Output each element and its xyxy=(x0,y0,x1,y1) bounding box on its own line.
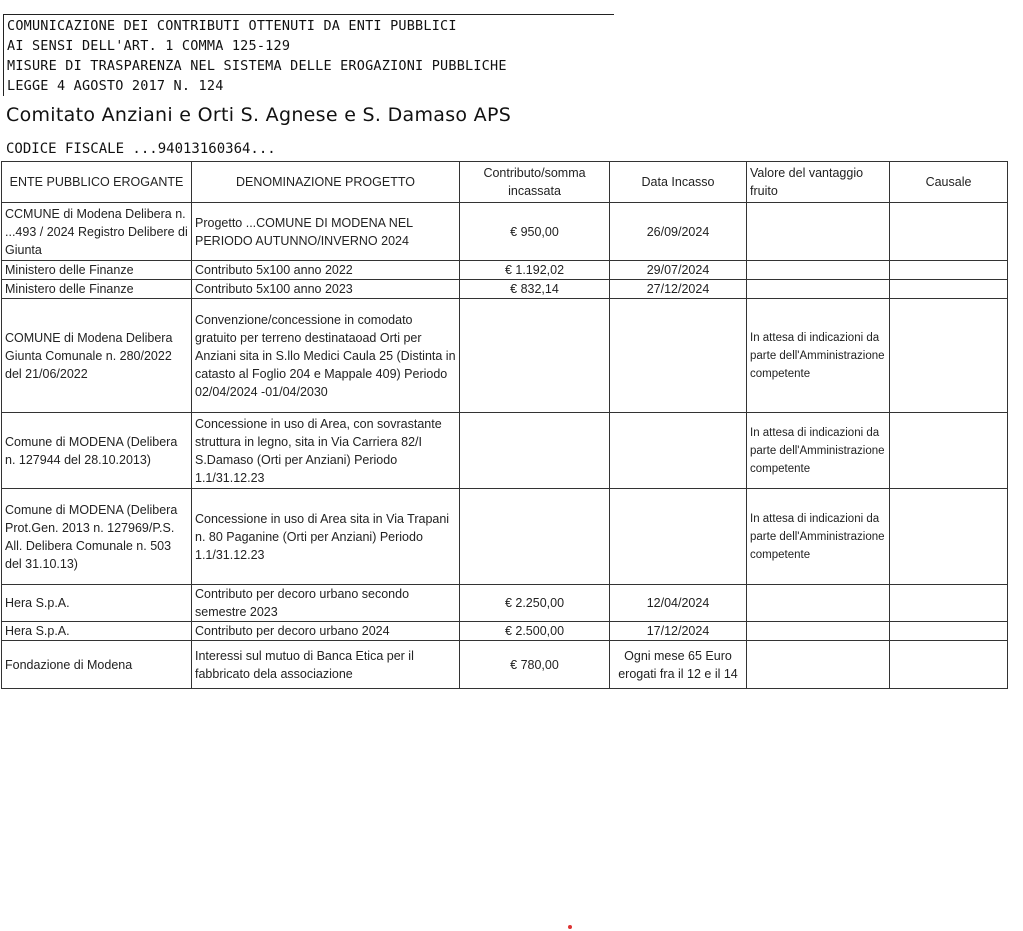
data-cell: 12/04/2024 xyxy=(610,585,747,622)
causale-cell xyxy=(890,585,1008,622)
data-cell: 29/07/2024 xyxy=(610,261,747,280)
progetto-cell: Contributo per decoro urbano 2024 xyxy=(192,622,460,641)
column-header: Causale xyxy=(890,162,1008,203)
contributions-table xyxy=(1,161,1008,689)
table-row xyxy=(2,299,1008,413)
valore-cell: In attesa di indicazioni da parte dell'Amministrazione competente xyxy=(747,299,890,413)
progetto-cell: Progetto ...COMUNE DI MODENA NEL PERIODO AUTUNNO/INVERNO 2024 xyxy=(192,203,460,261)
contributo-cell xyxy=(460,489,610,585)
ente-cell: Ministero delle Finanze xyxy=(2,261,192,280)
table-row xyxy=(2,203,1008,261)
ente-cell: Fondazione di Modena xyxy=(2,641,192,689)
progetto-cell: Concessione in uso di Area sita in Via Trapani n. 80 Paganine (Orti per Anziani) Periodo 1.1/31.12.23 xyxy=(192,489,460,585)
contributo-cell: € 1.192,02 xyxy=(460,261,610,280)
valore-cell xyxy=(747,641,890,689)
table-row xyxy=(2,489,1008,585)
causale-cell xyxy=(890,299,1008,413)
data-cell: 27/12/2024 xyxy=(610,280,747,299)
valore-cell: In attesa di indicazioni da parte dell'Amministrazione competente xyxy=(747,413,890,489)
causale-cell xyxy=(890,203,1008,261)
header-line: LEGGE 4 AGOSTO 2017 N. 124 xyxy=(7,78,224,94)
ente-cell: COMUNE di Modena Delibera Giunta Comunale n. 280/2022 del 21/06/2022 xyxy=(2,299,192,413)
codice-fiscale: CODICE FISCALE ...94013160364... xyxy=(6,141,276,157)
progetto-cell: Contributo per decoro urbano secondo semestre 2023 xyxy=(192,585,460,622)
ente-cell: Comune di MODENA (Delibera Prot.Gen. 2013 n. 127969/P.S. All. Delibera Comunale n. 503 del 31.10.13) xyxy=(2,489,192,585)
valore-cell xyxy=(747,203,890,261)
data-cell: 26/09/2024 xyxy=(610,203,747,261)
ente-cell: Ministero delle Finanze xyxy=(2,280,192,299)
data-cell: 17/12/2024 xyxy=(610,622,747,641)
progetto-cell: Contributo 5x100 anno 2022 xyxy=(192,261,460,280)
column-header: DENOMINAZIONE PROGETTO xyxy=(192,162,460,203)
header-line: COMUNICAZIONE DEI CONTRIBUTI OTTENUTI DA ENTI PUBBLICI xyxy=(7,18,457,34)
causale-cell xyxy=(890,641,1008,689)
valore-cell xyxy=(747,585,890,622)
table-row xyxy=(2,641,1008,689)
causale-cell xyxy=(890,261,1008,280)
progetto-cell: Concessione in uso di Area, con sovrastante struttura in legno, sita in Via Carriera 82/I S.Damaso (Orti per Anziani) Periodo 1.1/31.12.23 xyxy=(192,413,460,489)
table-row xyxy=(2,413,1008,489)
ente-cell: Hera S.p.A. xyxy=(2,622,192,641)
causale-cell xyxy=(890,280,1008,299)
red-dot-mark xyxy=(568,925,572,929)
causale-cell xyxy=(890,622,1008,641)
valore-cell xyxy=(747,280,890,299)
ente-cell: Comune di MODENA (Delibera n. 127944 del 28.10.2013) xyxy=(2,413,192,489)
column-header: Contributo/somma incassata xyxy=(460,162,610,203)
valore-cell: In attesa di indicazioni da parte dell'Amministrazione competente xyxy=(747,489,890,585)
ente-cell: Hera S.p.A. xyxy=(2,585,192,622)
progetto-cell: Contributo 5x100 anno 2023 xyxy=(192,280,460,299)
organization-name: Comitato Anziani e Orti S. Agnese e S. Damaso APS xyxy=(6,104,512,126)
table-row xyxy=(2,280,1008,299)
table-header-row xyxy=(2,162,1008,203)
contributo-cell xyxy=(460,299,610,413)
contributo-cell: € 2.250,00 xyxy=(460,585,610,622)
causale-cell xyxy=(890,489,1008,585)
column-header: Data Incasso xyxy=(610,162,747,203)
column-header: Valore del vantaggio fruito xyxy=(747,162,890,203)
header-line: AI SENSI DELL'ART. 1 COMMA 125-129 xyxy=(7,38,291,54)
progetto-cell: Interessi sul mutuo di Banca Etica per il fabbricato dela associazione xyxy=(192,641,460,689)
document-header xyxy=(3,14,614,96)
contributo-cell: € 950,00 xyxy=(460,203,610,261)
header-line: MISURE DI TRASPARENZA NEL SISTEMA DELLE EROGAZIONI PUBBLICHE xyxy=(7,58,507,74)
valore-cell xyxy=(747,622,890,641)
data-cell: Ogni mese 65 Euro erogati fra il 12 e il 14 xyxy=(610,641,747,689)
contributo-cell: € 780,00 xyxy=(460,641,610,689)
contributo-cell: € 2.500,00 xyxy=(460,622,610,641)
table-row xyxy=(2,622,1008,641)
column-header: ENTE PUBBLICO EROGANTE xyxy=(2,162,192,203)
data-cell xyxy=(610,489,747,585)
table-row xyxy=(2,585,1008,622)
contributo-cell xyxy=(460,413,610,489)
progetto-cell: Convenzione/concessione in comodato gratuito per terreno destinataoad Orti per Anziani sita in S.llo Medici Caula 25 (Distinta in catasto al Foglio 204 e Mappale 409) Periodo 02/04/2024 -01/04/2030 xyxy=(192,299,460,413)
data-cell xyxy=(610,299,747,413)
contributo-cell: € 832,14 xyxy=(460,280,610,299)
ente-cell: CCMUNE di Modena Delibera n. ...493 / 2024 Registro Delibere di Giunta xyxy=(2,203,192,261)
valore-cell xyxy=(747,261,890,280)
causale-cell xyxy=(890,413,1008,489)
data-cell xyxy=(610,413,747,489)
table-row xyxy=(2,261,1008,280)
